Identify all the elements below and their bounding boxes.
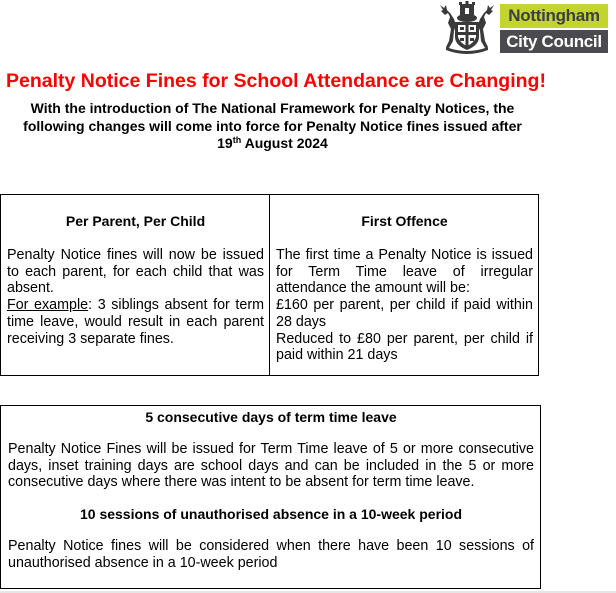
per-parent-heading: Per Parent, Per Child: [65, 213, 206, 229]
page-title: Penalty Notice Fines for School Attendance are Changing!: [6, 70, 546, 92]
consecutive-days-body: Penalty Notice Fines will be issued for Term Time leave of 5 or more consecutive days, inset training days are school days and can be included in the 5 or more consecutive days where there was intent to be absent for term time leave.: [8, 441, 534, 491]
first-offence-amount: £160 per parent, per child if paid within 28 days: [276, 297, 533, 330]
first-offence-cell: [270, 195, 538, 375]
intro-date: [0, 135, 545, 153]
council-logo: [436, 1, 610, 55]
coat-of-arms-icon: [436, 1, 498, 55]
date-suffix: th: [232, 135, 242, 145]
first-offence-reduced: Reduced to £80 per parent, per child if paid within 21 days: [276, 330, 533, 364]
first-offence-heading: First Offence: [361, 213, 448, 229]
logo-city-council-text: City Council: [500, 30, 608, 53]
first-offence-body: [276, 247, 533, 364]
per-parent-cell: [1, 195, 270, 375]
per-parent-body: [7, 247, 264, 347]
intro-text: [0, 100, 545, 153]
example-text: : 3 siblings absent for term time leave, would result in each parent receiving 3 separate fines.: [7, 297, 264, 347]
consecutive-days-heading: 5 consecutive days of term time leave: [145, 409, 397, 425]
unauthorised-sessions-body: Penalty Notice fines will be considered when there have been 10 sessions of unauthorised absence in a 10-week period: [8, 538, 534, 571]
date-day: 19: [217, 135, 233, 151]
absence-rules-box: [0, 405, 541, 589]
intro-line-1: With the introduction of The National Framework for Penalty Notices, the: [30, 100, 515, 116]
fines-table: [0, 194, 539, 376]
per-parent-example: [7, 297, 264, 347]
intro-line-2: following changes will come into force for Penalty Notice fines issued after: [23, 117, 522, 134]
per-parent-para: Penalty Notice fines will now be issued to each parent, for each child that was absent.: [7, 247, 264, 297]
logo-nottingham-text: Nottingham: [500, 4, 608, 28]
date-rest: August 2024: [241, 135, 328, 151]
example-label: For example: [7, 297, 89, 314]
first-offence-para: The first time a Penalty Notice is issued for Term Time leave of irregular attendance the amount will be:: [276, 247, 533, 297]
unauthorised-sessions-heading: 10 sessions of unauthorised absence in a 10-week period: [79, 506, 463, 523]
